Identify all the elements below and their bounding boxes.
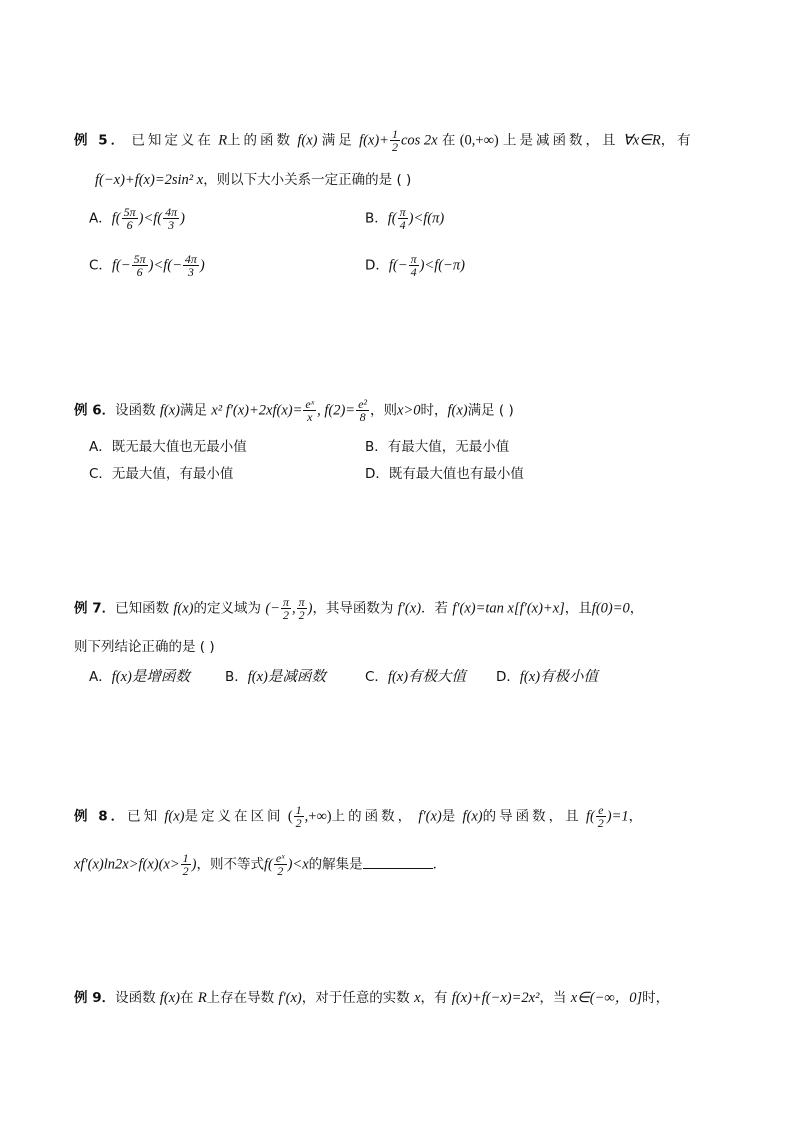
q6-label: 例 6． <box>74 402 116 419</box>
math-fraction: $\frac{\pi}{4}$ <box>410 252 417 279</box>
q7-option-c[interactable]: C．f(x)有极大值 <box>365 669 467 685</box>
q5-stem-line1: 例 5． 已知定义在 R上的函数 f(x) 满足 f(x)+ $\frac{1}{2}$ cos 2x 在 (0,+∞) 上是减函数，且 ∀x∈R，有 <box>74 127 694 154</box>
q5-fraction-half: $\frac{1}{2}$ <box>391 127 398 154</box>
math-fraction: $\frac{1}{2}$ <box>182 851 189 878</box>
q5-option-c[interactable]: C．f(− $\frac{5\pi}{6}$ )<f(− $\frac{4\pi}{3}$ ) <box>89 252 205 279</box>
q7-option-b[interactable]: B．f(x)是减函数 <box>225 669 326 685</box>
q5-option-b[interactable]: B．f( $\frac{\pi}{4}$ )<f(π) <box>365 205 445 232</box>
math-fraction: $\frac{4\pi}{3}$ <box>165 205 178 232</box>
q5-option-d[interactable]: D．f(− $\frac{\pi}{4}$ )<f(−π) <box>365 252 465 279</box>
q7-label: 例 7． <box>74 600 116 617</box>
math-fraction: $\frac{5\pi}{6}$ <box>123 205 136 232</box>
q6-option-b[interactable]: B．有最大值，无最小值 <box>365 439 510 455</box>
q7-stem-line2: 则下列结论正确的是 ( ) <box>74 639 215 655</box>
q5-stem-line2: f(−x)+f(x)=2sin² x，则以下大小关系一定正确的是 ( ) <box>95 172 412 188</box>
q7-option-a[interactable]: A．f(x)是增函数 <box>89 669 190 685</box>
q6-stem: 例 6．设函数 f(x)满足 x² f′(x)+2xf(x)= $\frac{\text{eˣ}}{x}$ , f(2)= $\frac{\text{e²}}{8}$ ，则x>0时，f(x)满足 ( ) <box>74 397 514 424</box>
q6-option-d[interactable]: D．既有最大值也有最小值 <box>365 466 524 482</box>
q6-option-c[interactable]: C．无最大值，有最小值 <box>89 466 234 482</box>
q7-option-d[interactable]: D．f(x)有极小值 <box>496 669 599 685</box>
q6-option-a[interactable]: A．既无最大值也无最小值 <box>89 439 247 455</box>
math-fraction: $\frac{\text{e²}}{8}$ <box>358 397 368 424</box>
math-fraction: $\frac{e}{2}$ <box>597 803 604 830</box>
q8-stem-line2: xf′(x)ln2x>f(x)(x> $\frac{1}{2}$ )，则不等式f( $\frac{\text{eˣ}}{2}$ )<x的解集是 ． <box>74 851 447 878</box>
q5-label: 例 5． <box>74 132 128 149</box>
q8-stem-line1: 例 8．已知 f(x)是定义在区间 ( $\frac{1}{2}$ ,+∞)上的函数， f′(x)是 f(x)的导函数，且 f( $\frac{e}{2}$ )=1， <box>74 803 643 830</box>
math-fraction: $\frac{\text{eˣ}}{x}$ <box>305 397 315 424</box>
q7-stem-line1: 例 7．已知函数 f(x)的定义域为 (− $\frac{\pi}{2}$ , $\frac{\pi}{2}$ )，其导函数为 f′(x)．若 f′(x)=tan x[f′(x)+x]，且f(0)=0， <box>74 595 644 622</box>
q8-label: 例 8． <box>74 808 128 825</box>
answer-blank[interactable] <box>363 854 433 869</box>
math-fraction: $\frac{4\pi}{3}$ <box>184 252 197 279</box>
math-fraction: $\frac{5\pi}{6}$ <box>133 252 146 279</box>
math-fraction: $\frac{\pi}{4}$ <box>399 205 406 232</box>
q9-stem-line1: 例 9．设函数 f(x)在 R上存在导数 f′(x)，对于任意的实数 x，有 f(x)+f(−x)=2x²，当 x∈(−∞，0]时， <box>74 990 670 1006</box>
math-fraction: $\frac{\pi}{2}$ <box>282 595 289 622</box>
q5-option-a[interactable]: A．f( $\frac{5\pi}{6}$ )<f( $\frac{4\pi}{3}$ ) <box>89 205 185 232</box>
math-fraction: $\frac{\pi}{2}$ <box>298 595 305 622</box>
math-fraction: $\frac{\text{eˣ}}{2}$ <box>275 851 285 878</box>
math-fraction: $\frac{1}{2}$ <box>295 803 302 830</box>
q9-label: 例 9． <box>74 990 116 1006</box>
